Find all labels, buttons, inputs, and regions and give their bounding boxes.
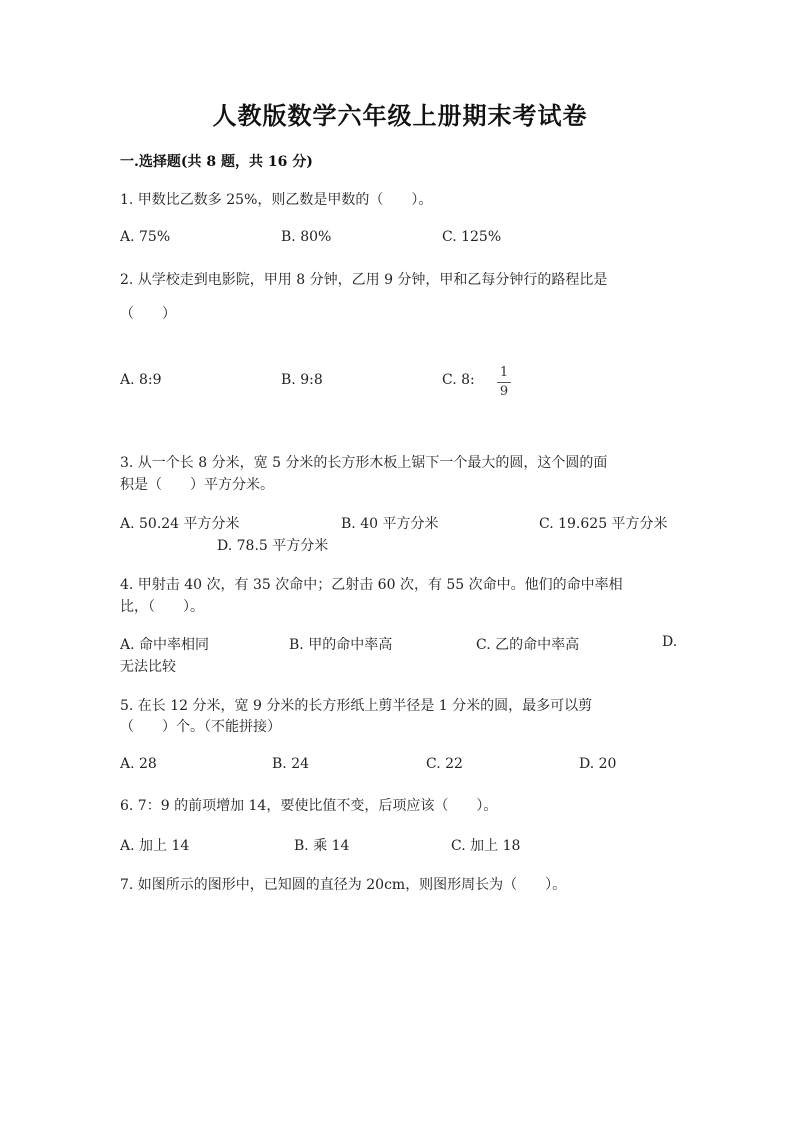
section-heading: 一.选择题(共 8 题，共 16 分): [120, 154, 313, 170]
question-3-text: 3. 从一个长 8 分米，宽 5 分米的长方形木板上锯下一个最大的圆，这个圆的面: [120, 455, 608, 471]
question-6-option-c: C. 加上 18: [451, 838, 521, 854]
question-4-option-d: D.: [662, 634, 678, 650]
question-5-text-line-2: （ ）个。（不能拼接）: [120, 719, 281, 735]
question-1-option-b: B. 80%: [281, 229, 332, 245]
question-2-option-a: A. 8:9: [120, 372, 162, 388]
question-4-option-a: A. 命中率相同: [120, 637, 210, 653]
question-4-text: 4. 甲射击 40 次，有 35 次命中；乙射击 60 次，有 55 次命中。他们的命中率相: [120, 577, 623, 593]
question-2-text: 2. 从学校走到电影院，甲用 8 分钟，乙用 9 分钟，甲和乙每分钟行的路程比是: [120, 272, 608, 288]
page-title: 人教版数学六年级上册期末考试卷: [212, 101, 588, 130]
question-3-text-line-2: 积是（ ）平方分米。: [120, 477, 274, 493]
question-5-option-c: C. 22: [426, 756, 463, 772]
question-2-option-c-fraction: [497, 366, 511, 399]
question-6-option-a: A. 加上 14: [120, 838, 190, 854]
question-4-option-b: B. 甲的命中率高: [289, 637, 393, 653]
question-3-option-a: A. 50.24 平方分米: [120, 516, 240, 532]
fraction-numerator: 1: [499, 365, 509, 380]
question-5-text: 5. 在长 12 分米，宽 9 分米的长方形纸上剪半径是 1 分米的圆，最多可以剪: [120, 698, 593, 714]
question-6-option-b: B. 乘 14: [294, 838, 350, 854]
question-1-text: 1. 甲数比乙数多 25%，则乙数是甲数的（ ）。: [120, 192, 433, 208]
question-1-option-a: A. 75%: [120, 229, 171, 245]
question-2-option-b: B. 9:8: [281, 372, 323, 388]
question-5-option-b: B. 24: [272, 756, 310, 772]
question-2-option-c: C. 8:: [442, 372, 475, 388]
question-4-option-c: C. 乙的命中率高: [476, 637, 580, 653]
question-5-option-a: A. 28: [120, 756, 157, 772]
question-7-text: 7. 如图所示的图形中，已知圆的直径为 20cm，则图形周长为（ ）。: [120, 877, 567, 893]
question-2-text-line-2: （ ）: [120, 306, 176, 322]
question-1-option-c: C. 125%: [442, 229, 502, 245]
question-4-option-d-text: 无法比较: [120, 659, 176, 675]
question-3-option-c: C. 19.625 平方分米: [539, 516, 668, 532]
question-3-option-b: B. 40 平方分米: [341, 516, 439, 532]
fraction-denominator: 9: [499, 384, 509, 399]
fraction-bar: [497, 382, 511, 383]
question-3-option-d: D. 78.5 平方分米: [217, 538, 329, 554]
question-4-text-line-2: 比，（ ）。: [120, 599, 204, 615]
question-5-option-d: D. 20: [579, 756, 617, 772]
question-6-text: 6. 7：9 的前项增加 14，要使比值不变，后项应该（ ）。: [120, 798, 498, 814]
